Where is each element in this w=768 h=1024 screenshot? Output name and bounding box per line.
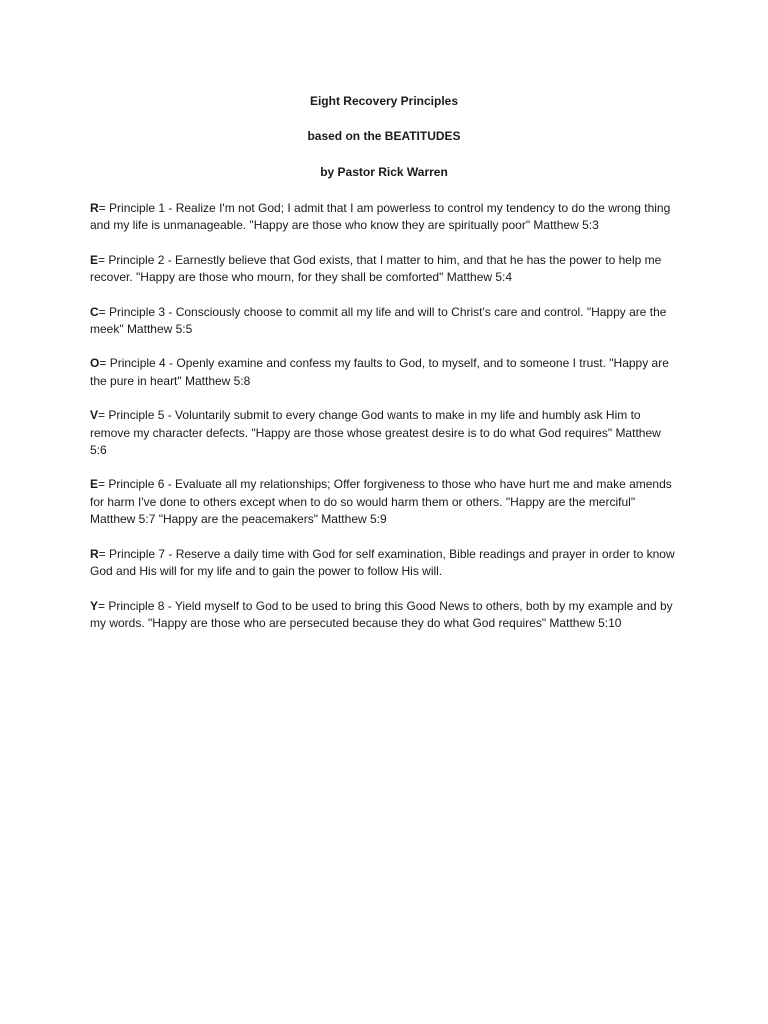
principle-letter: V xyxy=(90,408,99,423)
principle-separator: = xyxy=(98,598,106,613)
principle-4 xyxy=(90,355,680,390)
principles-list xyxy=(90,200,680,649)
principle-text: Principle 7 - Reserve a daily time with God for self examination, Bible readings and prayer in order to know God and His will for my life and to gain the power to follow His will. xyxy=(90,546,675,579)
document-subtitle: based on the BEATITUDES xyxy=(307,129,461,143)
principle-separator: = xyxy=(98,477,106,492)
principle-text: Principle 8 - Yield myself to God to be used to bring this Good News to others, both by my example and by my words. "Happy are those who are persecuted because they do what God requires" Matthew 5:10 xyxy=(90,598,673,630)
principle-letter: C xyxy=(90,304,99,319)
principle-separator: = xyxy=(98,201,106,215)
principle-letter: E xyxy=(90,252,99,267)
principle-text: Principle 1 - Realize I'm not God; I admit that I am powerless to control my tendency to do the wrong thing and my life is unmanageable. "Happy are those who know they are spiritually poor" Matthew 5:3 xyxy=(90,201,671,233)
document-title: Eight Recovery Principles xyxy=(309,94,459,108)
principle-separator: = xyxy=(99,356,107,371)
principle-separator: = xyxy=(98,408,106,423)
principle-7 xyxy=(90,546,680,581)
principle-separator: = xyxy=(98,546,106,561)
principle-letter: E xyxy=(90,477,99,492)
principle-letter: R xyxy=(90,201,99,215)
principle-text: Principle 2 - Earnestly believe that God exists, that I matter to him, and that he has the power to help me recover. "Happy are those who mourn, for they shall be comforted" Matthew 5:4 xyxy=(90,252,662,285)
principle-separator: = xyxy=(98,252,106,267)
principle-separator: = xyxy=(98,304,106,319)
principle-text: Principle 3 - Consciously choose to commit all my life and will to Christ's care and control. "Happy are the meek" Matthew 5:5 xyxy=(90,304,667,337)
principle-6 xyxy=(90,476,680,528)
principle-5 xyxy=(90,407,680,459)
principle-text: Principle 6 - Evaluate all my relationships; Offer forgiveness to those who have hurt me and make amends for harm I've done to others except when to do so would harm them or others. "Happy are the merciful" Matthew 5:7 "Happy are the peacemakers" Matthew 5:9 xyxy=(90,477,672,527)
principle-1 xyxy=(90,200,680,235)
principle-3 xyxy=(90,304,680,339)
principle-text: Principle 4 - Openly examine and confess my faults to God, to myself, and to someone I trust. "Happy are the pure in heart" Matthew 5:8 xyxy=(90,356,669,388)
principle-letter: Y xyxy=(90,598,99,613)
principle-text: Principle 5 - Voluntarily submit to every change God wants to make in my life and humbly ask Him to remove my character defects. "Happy are those whose greatest desire is to do what God requires" Matthew 5:6 xyxy=(90,408,661,458)
principle-letter: O xyxy=(90,356,100,371)
principle-2 xyxy=(90,252,680,287)
principle-8 xyxy=(90,598,680,633)
principle-letter: R xyxy=(90,546,99,561)
document-author: by Pastor Rick Warren xyxy=(320,165,448,179)
